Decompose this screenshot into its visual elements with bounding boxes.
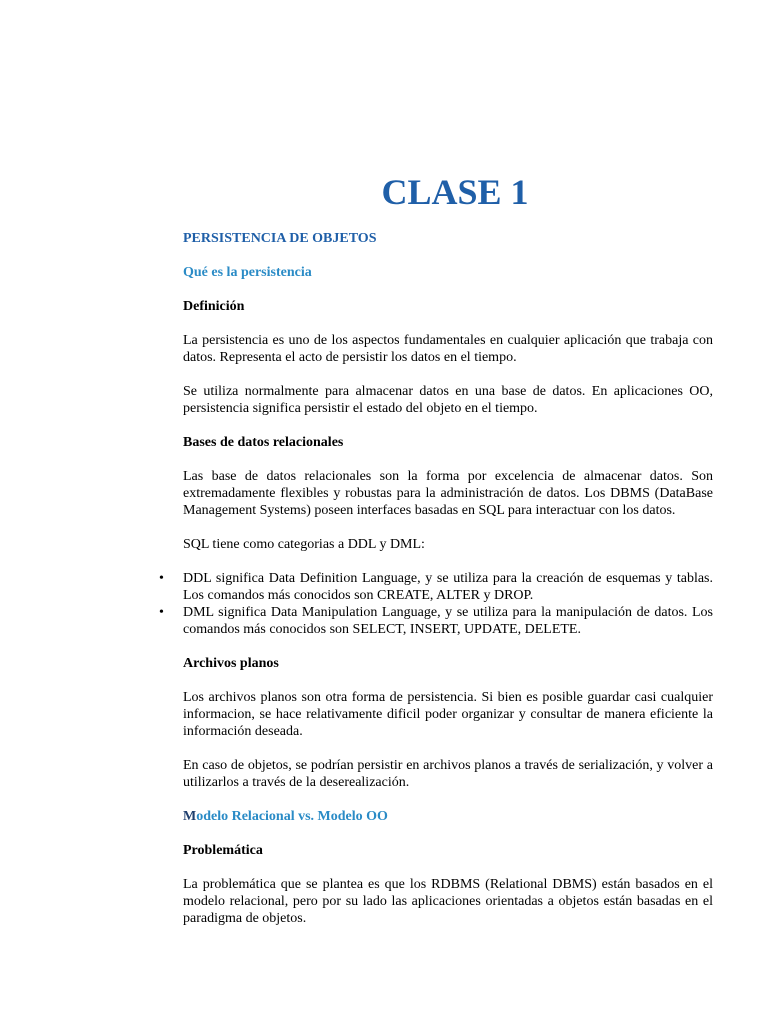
- bullet-icon: •: [159, 571, 164, 586]
- model-heading: [183, 808, 713, 825]
- document-page: [159, 170, 713, 944]
- subheading-persistence: Qué es la persistencia: [183, 265, 312, 280]
- list-item: [159, 570, 713, 604]
- list-item-text: DML significa Data Manipulation Language, y se utiliza para la manipulación de datos. Los comandos más conocidos son SELECT, INSERT, UPDATE, DELETE.: [183, 605, 713, 637]
- section-heading: PERSISTENCIA DE OBJETOS: [183, 231, 377, 246]
- sql-categories-list: [159, 570, 713, 638]
- relational-paragraph-1: Las base de datos relacionales son la forma por excelencia de almacenar datos. Son extremadamente flexibles y robustas para la administración de datos. Los DBMS (DataBase Management Systems) poseen interfaces basadas en SQL para interactuar con los datos.: [183, 469, 713, 518]
- list-item-text: DDL significa Data Definition Language, y se utiliza para la creación de esquemas y tablas. Los comandos más conocidos son CREATE, ALTER y DROP.: [183, 571, 713, 603]
- model-heading-initial: M: [183, 809, 197, 824]
- flat-files-heading: Archivos planos: [183, 656, 279, 671]
- model-heading-rest: odelo Relacional vs. Modelo OO: [196, 809, 388, 824]
- page-title: CLASE 1: [381, 172, 529, 212]
- flat-files-paragraph-1: Los archivos planos son otra forma de persistencia. Si bien es posible guardar casi cualquier informacion, se hace relativamente dificil poder organizar y consultar de manera eficiente la información deseada.: [183, 690, 713, 739]
- definition-paragraph-1: La persistencia es uno de los aspectos fundamentales en cualquier aplicación que trabaja con datos. Representa el acto de persistir los datos en el tiempo.: [183, 333, 713, 365]
- list-item: [159, 604, 713, 638]
- problem-heading: Problemática: [183, 843, 263, 858]
- definition-paragraph-2: Se utiliza normalmente para almacenar datos en una base de datos. En aplicaciones OO, persistencia significa persistir el estado del objeto en el tiempo.: [183, 384, 713, 416]
- relational-paragraph-2: SQL tiene como categorias a DDL y DML:: [183, 537, 425, 552]
- definition-heading: Definición: [183, 299, 245, 314]
- bullet-icon: •: [159, 605, 164, 620]
- flat-files-paragraph-2: En caso de objetos, se podrían persistir en archivos planos a través de serialización, y volver a utilizarlos a través de la deserealización.: [183, 758, 713, 790]
- relational-heading: Bases de datos relacionales: [183, 435, 344, 450]
- problem-paragraph-1: La problemática que se plantea es que los RDBMS (Relational DBMS) están basados en el modelo relacional, pero por su lado las aplicaciones orientadas a objetos están basadas en el paradigma de objetos.: [183, 877, 713, 926]
